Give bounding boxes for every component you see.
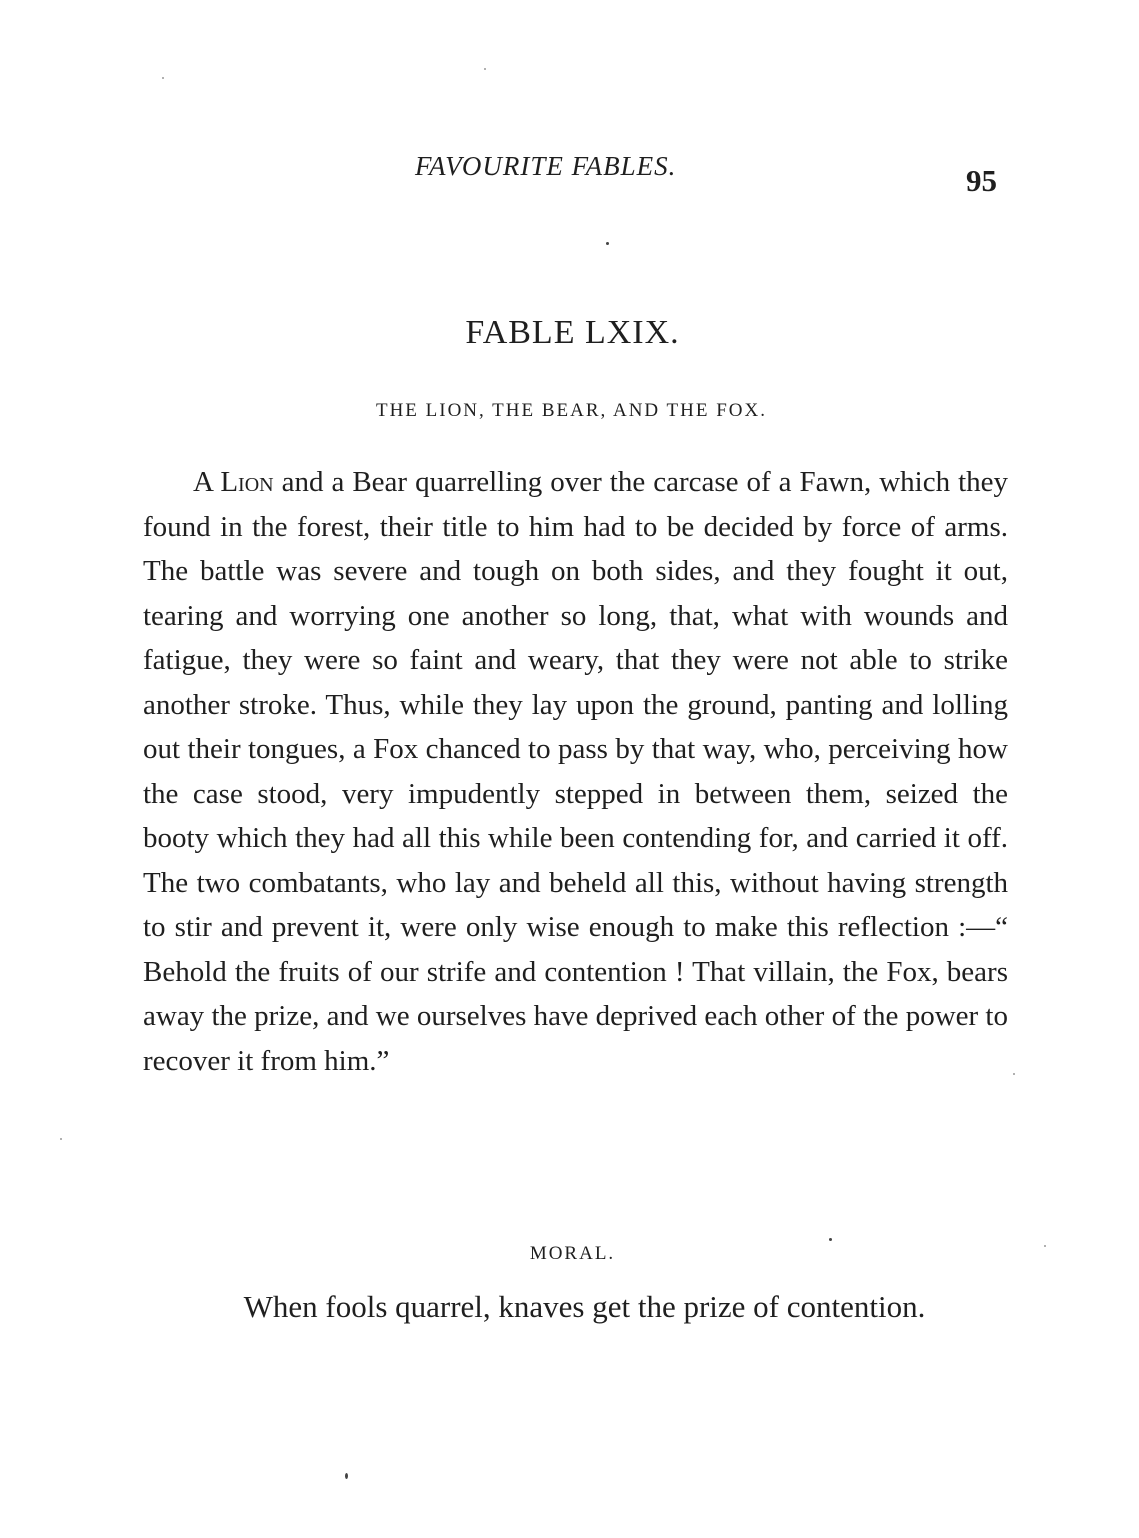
- scan-speck: [60, 1138, 62, 1140]
- running-head: FAVOURITE FABLES.: [415, 151, 677, 181]
- moral-text: When fools quarrel, knaves get the prize of contention.: [243, 1289, 926, 1324]
- scan-speck: [829, 1238, 832, 1241]
- moral-heading: MORAL.: [529, 1243, 616, 1264]
- scan-speck: [345, 1473, 348, 1479]
- scan-speck: [1044, 1245, 1046, 1247]
- fable-subtitle: THE LION, THE BEAR, AND THE FOX.: [375, 400, 768, 421]
- scan-speck: [162, 77, 164, 79]
- scan-speck: [606, 242, 609, 245]
- fable-body-text: and a Bear quarrelling over the carcase of a Fawn, which they found in the forest, their title to him had to be decided by force of arms. The battle was severe and tough on both sides, and they fought it out, tearing and worrying one another so long, that, what with wounds and fatigue, they were so faint and weary, that they were not able to strike another stroke. Thus, while they lay upon the ground, panting and lolling out their tongues, a Fox chanced to pass by that way, who, perceiving how the case stood, very impudently stepped in between them, seized the booty which they had all this while been contending for, and carried it off. The two combatants, who lay and beheld all this, without having strength to stir and prevent it, were only wise enough to make this reflection :—“ Behold the fruits of our strife and contention ! That villain, the Fox, bears away the prize, and we ourselves have deprived each other of the power to recover it from him.”: [143, 466, 1009, 1077]
- fable-title: FABLE LXIX.: [465, 314, 680, 351]
- opening-word: Lion: [220, 466, 274, 498]
- scan-speck: [484, 68, 486, 70]
- page-number: 95: [966, 163, 997, 198]
- fable-body: [143, 460, 1008, 1083]
- scan-speck: [1013, 1073, 1015, 1075]
- opening-article: A: [193, 466, 213, 498]
